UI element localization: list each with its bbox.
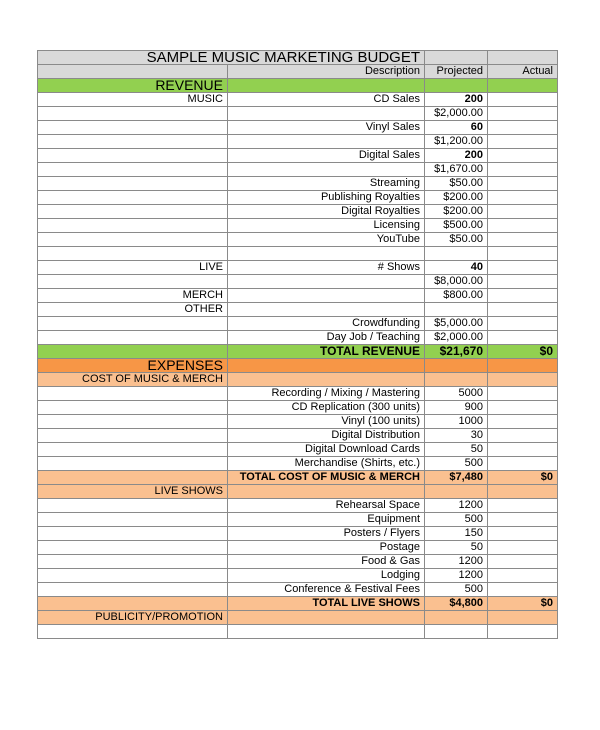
projected-cell[interactable]: $1,200.00 <box>425 135 488 149</box>
category-cell[interactable] <box>38 415 228 429</box>
actual-cell[interactable] <box>488 415 558 429</box>
actual-cell[interactable] <box>488 387 558 401</box>
budget-sheet <box>37 50 558 639</box>
column-header-row <box>38 65 558 79</box>
table-row <box>38 317 558 331</box>
actual-cell[interactable] <box>488 331 558 345</box>
projected-cell[interactable]: 900 <box>425 401 488 415</box>
expense-group-header <box>38 373 558 387</box>
projected-cell[interactable]: $5,000.00 <box>425 317 488 331</box>
table-row <box>38 429 558 443</box>
description-cell[interactable]: Day Job / Teaching <box>228 331 425 345</box>
table-row <box>38 177 558 191</box>
projected-cell[interactable]: 500 <box>425 457 488 471</box>
projected-cell[interactable] <box>425 303 488 317</box>
table-row <box>38 303 558 317</box>
actual-cell[interactable] <box>488 107 558 121</box>
category-cell[interactable]: MERCH <box>38 289 228 303</box>
table-row <box>38 401 558 415</box>
description-cell[interactable]: Digital Download Cards <box>228 443 425 457</box>
expense-group-label[interactable]: COST OF MUSIC & MERCH <box>38 373 228 387</box>
category-cell[interactable] <box>38 569 228 583</box>
category-cell[interactable] <box>38 527 228 541</box>
sheet-title: SAMPLE MUSIC MARKETING BUDGET <box>38 51 425 65</box>
category-cell[interactable] <box>38 233 228 247</box>
description-cell[interactable]: Vinyl Sales <box>228 121 425 135</box>
table-row <box>38 275 558 289</box>
expense-group-label[interactable]: PUBLICITY/PROMOTION <box>38 611 228 625</box>
expense-group-header <box>38 485 558 499</box>
group-total-actual[interactable]: $0 <box>488 471 558 485</box>
category-cell[interactable] <box>38 107 228 121</box>
actual-cell[interactable] <box>488 457 558 471</box>
description-cell[interactable]: Licensing <box>228 219 425 233</box>
actual-cell[interactable] <box>488 513 558 527</box>
description-cell[interactable]: Conference & Festival Fees <box>228 583 425 597</box>
actual-cell[interactable] <box>488 429 558 443</box>
description-cell[interactable]: Vinyl (100 units) <box>228 415 425 429</box>
actual-cell[interactable] <box>488 303 558 317</box>
category-cell[interactable]: MUSIC <box>38 93 228 107</box>
projected-cell[interactable]: $50.00 <box>425 177 488 191</box>
actual-cell[interactable] <box>488 555 558 569</box>
actual-cell[interactable] <box>488 317 558 331</box>
projected-cell[interactable]: 60 <box>425 121 488 135</box>
projected-cell[interactable] <box>425 247 488 261</box>
table-row <box>38 331 558 345</box>
projected-cell[interactable]: 150 <box>425 527 488 541</box>
actual-cell[interactable] <box>488 275 558 289</box>
description-cell[interactable] <box>228 275 425 289</box>
table-row <box>38 513 558 527</box>
description-cell[interactable] <box>228 107 425 121</box>
actual-cell[interactable] <box>488 247 558 261</box>
actual-cell[interactable] <box>488 191 558 205</box>
description-cell[interactable]: Postage <box>228 541 425 555</box>
description-cell[interactable]: Digital Sales <box>228 149 425 163</box>
total-revenue-label[interactable]: TOTAL REVENUE <box>228 345 425 359</box>
actual-cell[interactable] <box>488 219 558 233</box>
table-row <box>38 247 558 261</box>
total-revenue-row <box>38 345 558 359</box>
projected-cell[interactable]: 50 <box>425 541 488 555</box>
table-row <box>38 625 558 639</box>
group-total-actual[interactable]: $0 <box>488 597 558 611</box>
projected-cell[interactable]: 40 <box>425 261 488 275</box>
table-row <box>38 415 558 429</box>
actual-cell[interactable] <box>488 527 558 541</box>
projected-cell[interactable]: 1200 <box>425 569 488 583</box>
category-cell[interactable] <box>38 317 228 331</box>
projected-cell[interactable]: $50.00 <box>425 233 488 247</box>
table-row <box>38 443 558 457</box>
table-row <box>38 289 558 303</box>
category-cell[interactable] <box>38 401 228 415</box>
category-cell[interactable] <box>38 149 228 163</box>
category-cell[interactable] <box>38 583 228 597</box>
projected-cell[interactable]: $800.00 <box>425 289 488 303</box>
expense-group-total-row <box>38 597 558 611</box>
projected-cell[interactable]: 1200 <box>425 499 488 513</box>
actual-cell[interactable] <box>488 289 558 303</box>
table-row <box>38 499 558 513</box>
table-row <box>38 541 558 555</box>
table-row <box>38 233 558 247</box>
description-cell[interactable]: Digital Royalties <box>228 205 425 219</box>
projected-cell[interactable]: 1200 <box>425 555 488 569</box>
description-cell[interactable]: Streaming <box>228 177 425 191</box>
description-cell[interactable]: Recording / Mixing / Mastering <box>228 387 425 401</box>
description-cell[interactable]: YouTube <box>228 233 425 247</box>
expenses-label[interactable]: EXPENSES <box>38 359 228 373</box>
projected-cell[interactable]: $2,000.00 <box>425 107 488 121</box>
actual-cell[interactable] <box>488 177 558 191</box>
table-row <box>38 583 558 597</box>
actual-cell[interactable] <box>488 163 558 177</box>
projected-cell[interactable]: 30 <box>425 429 488 443</box>
projected-cell[interactable]: 500 <box>425 583 488 597</box>
projected-cell[interactable]: $1,670.00 <box>425 163 488 177</box>
expenses-section-header <box>38 359 558 373</box>
actual-cell[interactable] <box>488 583 558 597</box>
description-cell[interactable] <box>228 247 425 261</box>
category-cell[interactable] <box>38 205 228 219</box>
actual-cell[interactable] <box>488 233 558 247</box>
projected-cell[interactable]: $8,000.00 <box>425 275 488 289</box>
total-revenue-projected[interactable]: $21,670 <box>425 345 488 359</box>
group-total-label[interactable]: TOTAL LIVE SHOWS <box>228 597 425 611</box>
category-cell[interactable] <box>38 275 228 289</box>
header-actual: Actual <box>488 65 558 79</box>
category-cell[interactable] <box>38 163 228 177</box>
projected-cell[interactable]: 500 <box>425 513 488 527</box>
projected-cell[interactable]: 50 <box>425 443 488 457</box>
category-cell[interactable] <box>38 219 228 233</box>
table-row <box>38 569 558 583</box>
description-cell[interactable]: CD Sales <box>228 93 425 107</box>
category-cell[interactable] <box>38 499 228 513</box>
table-row <box>38 261 558 275</box>
table-row <box>38 93 558 107</box>
actual-cell[interactable] <box>488 121 558 135</box>
description-cell[interactable]: Publishing Royalties <box>228 191 425 205</box>
category-cell[interactable] <box>38 429 228 443</box>
table-row <box>38 527 558 541</box>
table-row <box>38 121 558 135</box>
description-cell[interactable]: Crowdfunding <box>228 317 425 331</box>
description-cell[interactable]: Rehearsal Space <box>228 499 425 513</box>
category-cell[interactable] <box>38 177 228 191</box>
total-revenue-actual[interactable]: $0 <box>488 345 558 359</box>
title-row <box>38 51 558 65</box>
expense-group-label[interactable]: LIVE SHOWS <box>38 485 228 499</box>
description-cell[interactable]: Digital Distribution <box>228 429 425 443</box>
projected-cell[interactable]: 200 <box>425 149 488 163</box>
projected-cell[interactable]: $200.00 <box>425 205 488 219</box>
actual-cell[interactable] <box>488 205 558 219</box>
category-cell[interactable] <box>38 541 228 555</box>
actual-cell[interactable] <box>488 261 558 275</box>
description-cell[interactable]: Posters / Flyers <box>228 527 425 541</box>
category-cell[interactable] <box>38 331 228 345</box>
revenue-label[interactable]: REVENUE <box>38 79 228 93</box>
projected-cell[interactable]: 200 <box>425 93 488 107</box>
description-cell[interactable] <box>228 163 425 177</box>
table-row <box>38 149 558 163</box>
description-cell[interactable] <box>228 289 425 303</box>
description-cell[interactable]: Equipment <box>228 513 425 527</box>
category-cell[interactable] <box>38 387 228 401</box>
category-cell[interactable]: OTHER <box>38 303 228 317</box>
expense-group-header <box>38 611 558 625</box>
header-description: Description <box>228 65 425 79</box>
description-cell[interactable]: CD Replication (300 units) <box>228 401 425 415</box>
header-projected: Projected <box>425 65 488 79</box>
category-cell[interactable] <box>38 121 228 135</box>
description-cell[interactable]: Lodging <box>228 569 425 583</box>
table-row <box>38 107 558 121</box>
table-row <box>38 219 558 233</box>
table-row <box>38 163 558 177</box>
table-row <box>38 191 558 205</box>
actual-cell[interactable] <box>488 499 558 513</box>
table-row <box>38 387 558 401</box>
category-cell[interactable]: LIVE <box>38 261 228 275</box>
description-cell[interactable] <box>228 303 425 317</box>
actual-cell[interactable] <box>488 569 558 583</box>
projected-cell[interactable]: $500.00 <box>425 219 488 233</box>
revenue-section-header <box>38 79 558 93</box>
group-total-label[interactable]: TOTAL COST OF MUSIC & MERCH <box>228 471 425 485</box>
table-row <box>38 135 558 149</box>
category-cell[interactable] <box>38 457 228 471</box>
table-row <box>38 205 558 219</box>
description-cell[interactable] <box>228 135 425 149</box>
description-cell[interactable]: Food & Gas <box>228 555 425 569</box>
category-cell[interactable] <box>38 247 228 261</box>
actual-cell[interactable] <box>488 149 558 163</box>
projected-cell[interactable]: $2,000.00 <box>425 331 488 345</box>
projected-cell[interactable]: $200.00 <box>425 191 488 205</box>
actual-cell[interactable] <box>488 443 558 457</box>
actual-cell[interactable] <box>488 541 558 555</box>
description-cell[interactable]: Merchandise (Shirts, etc.) <box>228 457 425 471</box>
description-cell[interactable]: # Shows <box>228 261 425 275</box>
actual-cell[interactable] <box>488 93 558 107</box>
category-cell[interactable] <box>38 555 228 569</box>
category-cell[interactable] <box>38 135 228 149</box>
projected-cell[interactable]: 1000 <box>425 415 488 429</box>
actual-cell[interactable] <box>488 401 558 415</box>
table-row <box>38 555 558 569</box>
table-row <box>38 457 558 471</box>
expense-group-total-row <box>38 471 558 485</box>
group-total-projected[interactable]: $7,480 <box>425 471 488 485</box>
category-cell[interactable] <box>38 443 228 457</box>
actual-cell[interactable] <box>488 135 558 149</box>
group-total-projected[interactable]: $4,800 <box>425 597 488 611</box>
category-cell[interactable] <box>38 513 228 527</box>
projected-cell[interactable]: 5000 <box>425 387 488 401</box>
category-cell[interactable] <box>38 191 228 205</box>
